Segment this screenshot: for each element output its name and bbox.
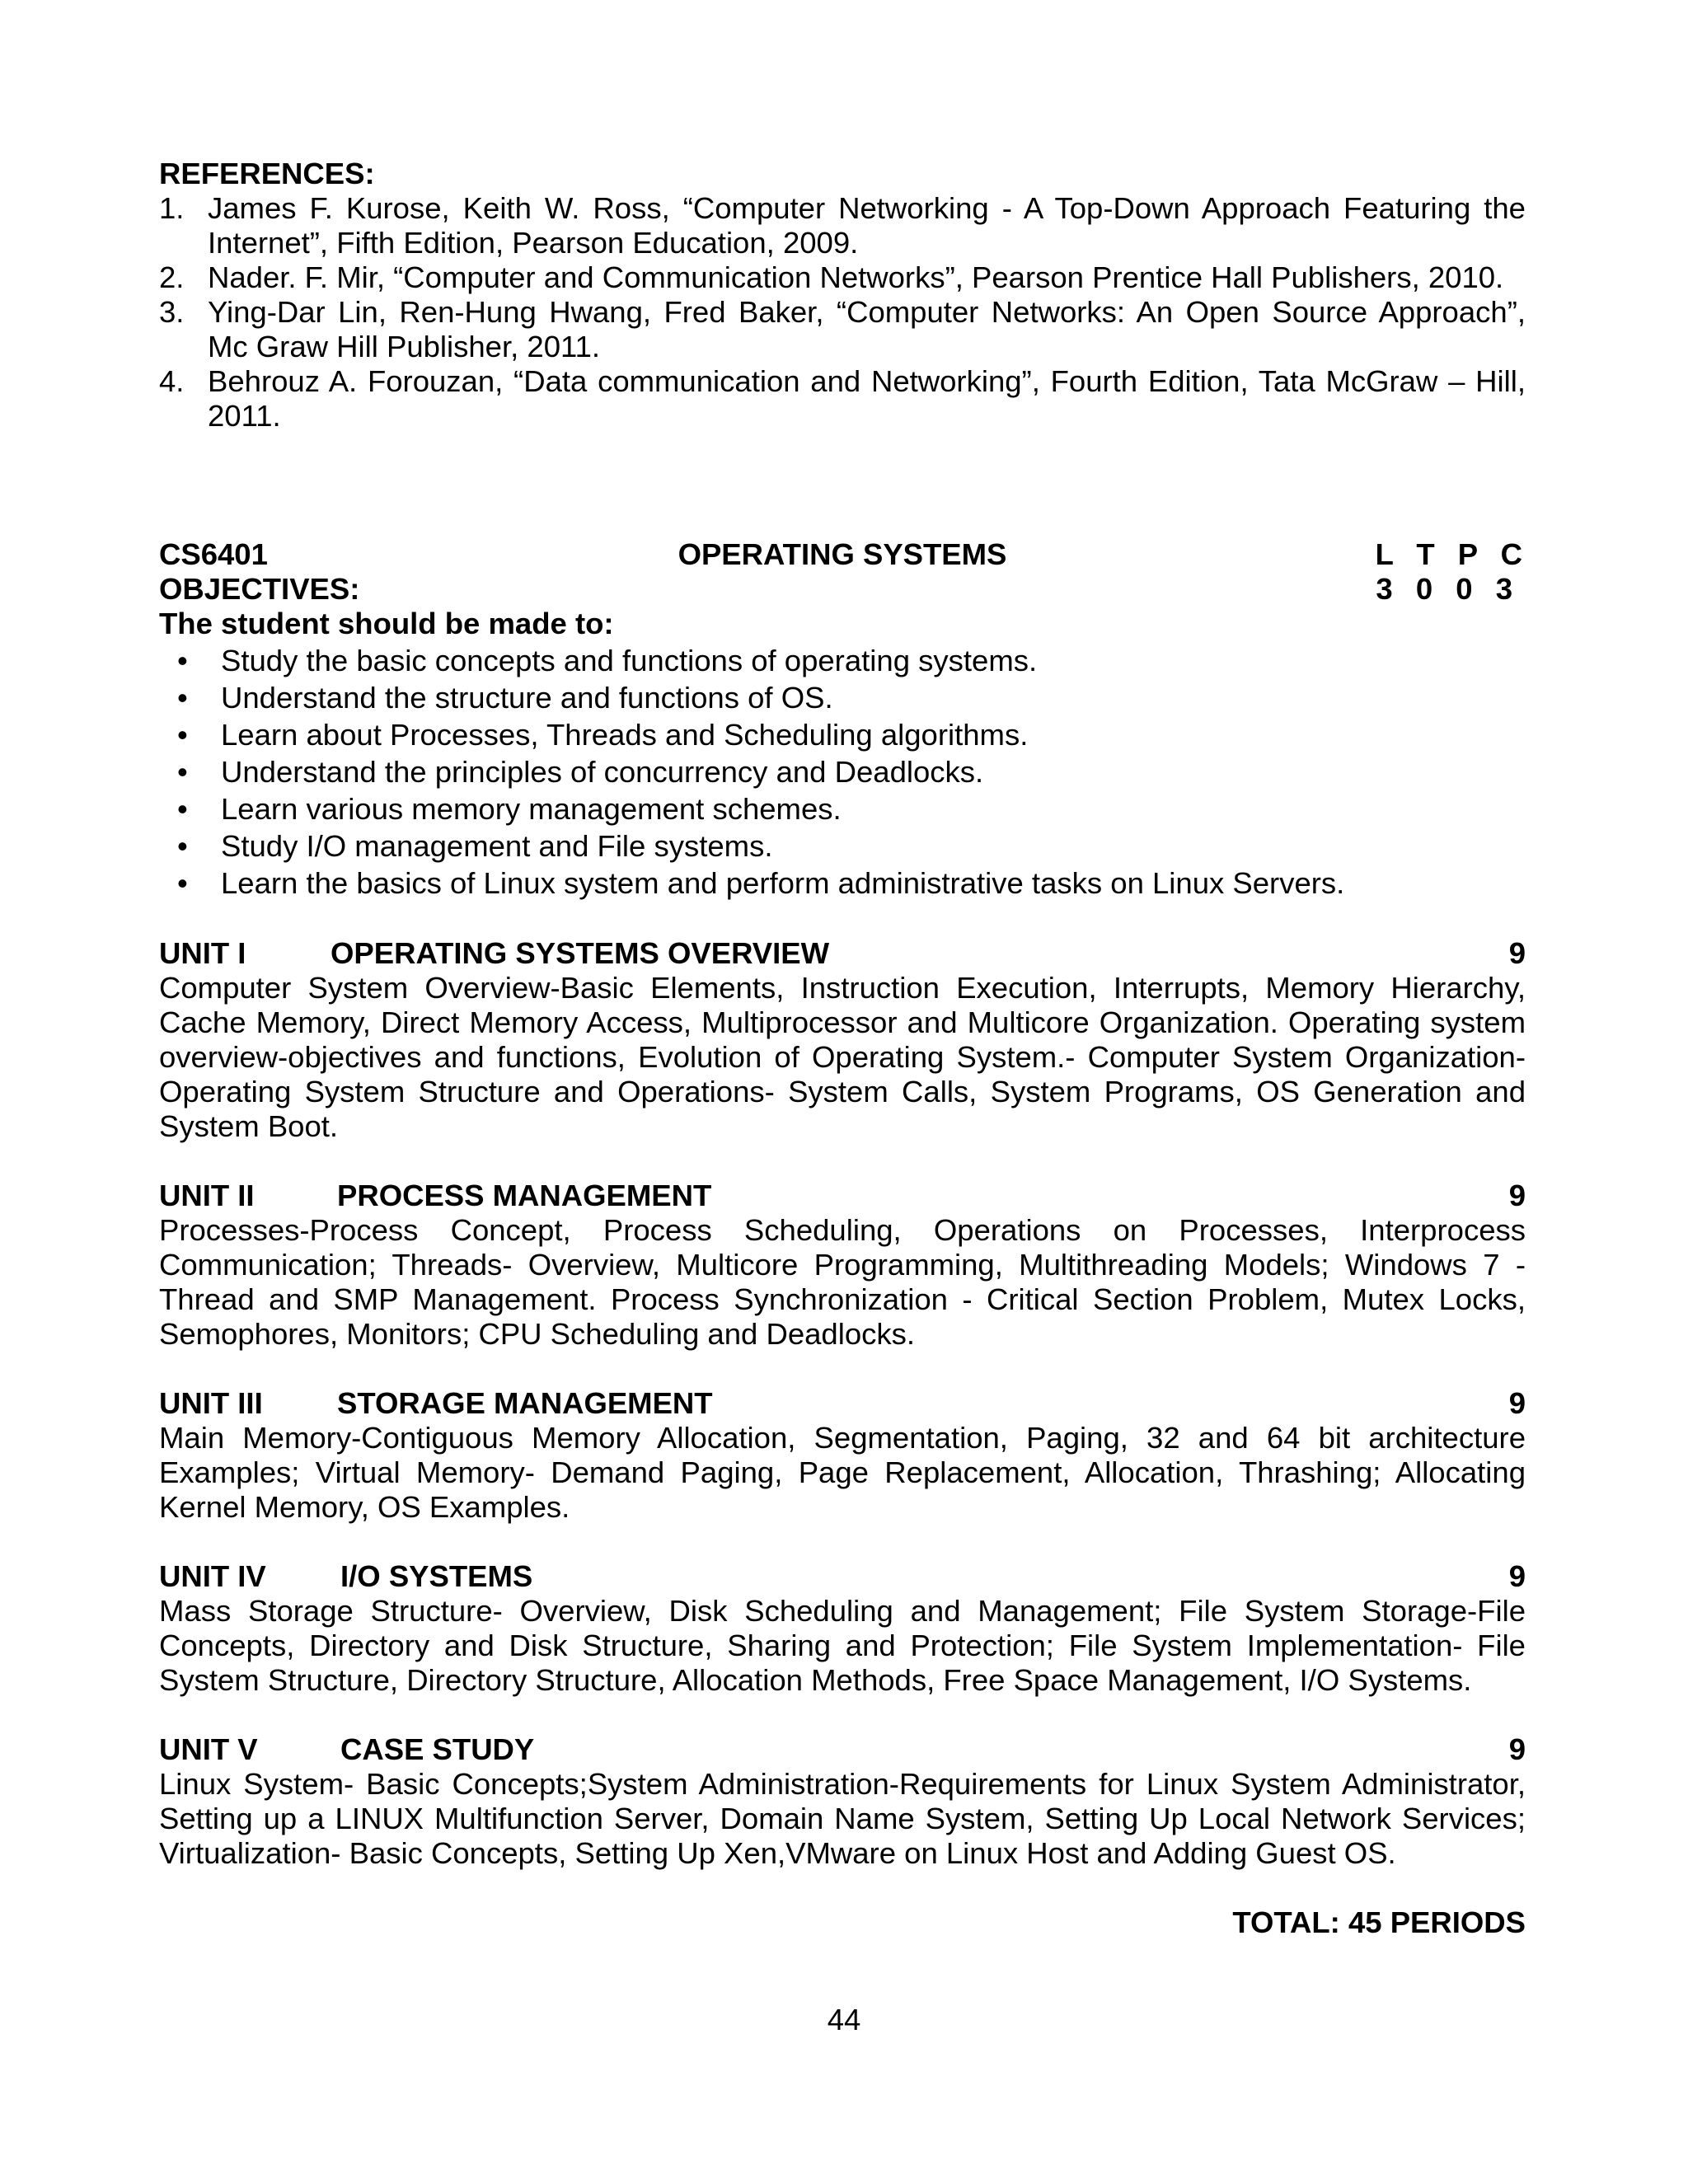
bullet-icon: • bbox=[177, 755, 188, 789]
objective-text: Learn about Processes, Threads and Scheduling algorithms. bbox=[221, 718, 1029, 752]
reference-text: Ying-Dar Lin, Ren-Hung Hwang, Fred Baker, “Computer Networks: An Open Source Approach”, Mc Graw Hill Publisher, 2011. bbox=[208, 295, 1526, 363]
objective-item bbox=[159, 827, 1526, 865]
reference-item bbox=[159, 191, 1526, 260]
reference-text: Nader. F. Mir, “Computer and Communication Networks”, Pearson Prentice Hall Publishers, 2010. bbox=[208, 260, 1504, 294]
unit-header bbox=[159, 1386, 1526, 1421]
reference-item bbox=[159, 364, 1526, 434]
bullet-icon: • bbox=[177, 792, 188, 826]
objective-text: Learn the basics of Linux system and perform administrative tasks on Linux Servers. bbox=[221, 866, 1345, 900]
unit-section bbox=[159, 1179, 1526, 1352]
bullet-icon: • bbox=[177, 681, 188, 715]
unit-hours: 9 bbox=[1508, 1386, 1526, 1420]
objective-item bbox=[159, 716, 1526, 753]
course-code: CS6401 bbox=[159, 537, 268, 571]
unit-header bbox=[159, 1179, 1526, 1213]
unit-title: PROCESS MANAGEMENT bbox=[337, 1179, 712, 1212]
unit-title: OPERATING SYSTEMS OVERVIEW bbox=[331, 936, 830, 970]
unit-body: Main Memory-Contiguous Memory Allocation, Segmentation, Paging, 32 and 64 bit architecture Examples; Virtual Memory- Demand Paging, Page Replacement, Allocation, Thrashing; Allocating Kernel Memory, OS Examples. bbox=[159, 1421, 1526, 1524]
objective-text: Study the basic concepts and functions of operating systems. bbox=[221, 644, 1038, 677]
unit-title: CASE STUDY bbox=[340, 1732, 535, 1766]
unit-hours: 9 bbox=[1508, 1559, 1526, 1593]
unit-id: UNIT V bbox=[159, 1732, 258, 1766]
objective-item bbox=[159, 642, 1526, 679]
objectives-list bbox=[159, 642, 1526, 902]
unit-header bbox=[159, 936, 1526, 971]
objective-text: Study I/O management and File systems. bbox=[221, 829, 773, 863]
reference-number: 3. bbox=[159, 295, 185, 329]
unit-section bbox=[159, 936, 1526, 1144]
unit-body: Linux System- Basic Concepts;System Administration-Requirements for Linux System Administrator, Setting up a LINUX Multifunction Server, Domain Name System, Setting Up Local Network Services; Virtualization- Basic Concepts, Setting Up Xen,VMware on Linux Host and Adding Guest OS. bbox=[159, 1767, 1526, 1870]
reference-text: Behrouz A. Forouzan, “Data communication and Networking”, Fourth Edition, Tata McGraw – Hill, 2011. bbox=[208, 364, 1526, 433]
unit-title: STORAGE MANAGEMENT bbox=[337, 1386, 713, 1420]
objective-item bbox=[159, 753, 1526, 790]
reference-number: 1. bbox=[159, 191, 185, 225]
references-heading: REFERENCES: bbox=[159, 157, 375, 190]
objective-text: Learn various memory management schemes. bbox=[221, 792, 842, 826]
objective-item bbox=[159, 865, 1526, 902]
unit-hours: 9 bbox=[1508, 936, 1526, 970]
course-title: OPERATING SYSTEMS bbox=[678, 537, 1007, 571]
unit-title: I/O SYSTEMS bbox=[340, 1559, 533, 1593]
reference-text: James F. Kurose, Keith W. Ross, “Computer Networking - A Top-Down Approach Featuring the Internet”, Fifth Edition, Pearson Education, 2009. bbox=[208, 191, 1526, 260]
reference-number: 2. bbox=[159, 260, 185, 294]
objective-text: Understand the principles of concurrency and Deadlocks. bbox=[221, 755, 984, 789]
objective-item bbox=[159, 790, 1526, 827]
bullet-icon: • bbox=[177, 644, 188, 677]
ltpc-labels: L T P C bbox=[1375, 537, 1526, 571]
ltpc-values: 3 0 0 3 bbox=[1376, 572, 1516, 606]
bullet-icon: • bbox=[177, 829, 188, 863]
unit-section bbox=[159, 1559, 1526, 1698]
unit-body: Mass Storage Structure- Overview, Disk Scheduling and Management; File System Storage-File Concepts, Directory and Disk Structure, Sharing and Protection; File System Implementation- File System Structure, Directory Structure, Allocation Methods, Free Space Management, I/O Systems. bbox=[159, 1594, 1526, 1697]
unit-id: UNIT IV bbox=[159, 1559, 266, 1593]
objective-text: Understand the structure and functions of OS. bbox=[221, 681, 833, 715]
unit-section bbox=[159, 1386, 1526, 1525]
unit-id: UNIT III bbox=[159, 1386, 263, 1420]
unit-hours: 9 bbox=[1508, 1179, 1526, 1212]
unit-body: Processes-Process Concept, Process Scheduling, Operations on Processes, Interprocess Communication; Threads- Overview, Multicore Programming, Multithreading Models; Windows 7 - Thread and SMP Management. Process Synchronization - Critical Section Problem, Mutex Locks, Semophores, Monitors; CPU Scheduling and Deadlocks. bbox=[159, 1213, 1526, 1351]
objectives-subheading: The student should be made to: bbox=[159, 607, 614, 640]
unit-body: Computer System Overview-Basic Elements, Instruction Execution, Interrupts, Memory Hierarchy, Cache Memory, Direct Memory Access, Multiprocessor and Multicore Organization. Operating system overview-objectives and functions, Evolution of Operating System.- Computer System Organization- Operating System Structure and Operations- System Calls, System Programs, OS Generation and System Boot. bbox=[159, 971, 1526, 1143]
page-number: 44 bbox=[827, 2003, 861, 2036]
references-list bbox=[159, 191, 1526, 434]
objectives-heading: OBJECTIVES: bbox=[159, 572, 360, 606]
course-header bbox=[159, 537, 1526, 572]
objective-item bbox=[159, 679, 1526, 716]
page-content bbox=[159, 157, 1526, 1940]
unit-header bbox=[159, 1559, 1526, 1594]
reference-item bbox=[159, 295, 1526, 364]
unit-id: UNIT II bbox=[159, 1179, 255, 1212]
reference-item bbox=[159, 260, 1526, 295]
unit-id: UNIT I bbox=[159, 936, 246, 970]
bullet-icon: • bbox=[177, 718, 188, 752]
bullet-icon: • bbox=[177, 866, 188, 900]
reference-number: 4. bbox=[159, 364, 185, 398]
unit-hours: 9 bbox=[1508, 1732, 1526, 1766]
total-periods: TOTAL: 45 PERIODS bbox=[1232, 1905, 1526, 1939]
unit-section bbox=[159, 1732, 1526, 1871]
unit-header bbox=[159, 1732, 1526, 1767]
